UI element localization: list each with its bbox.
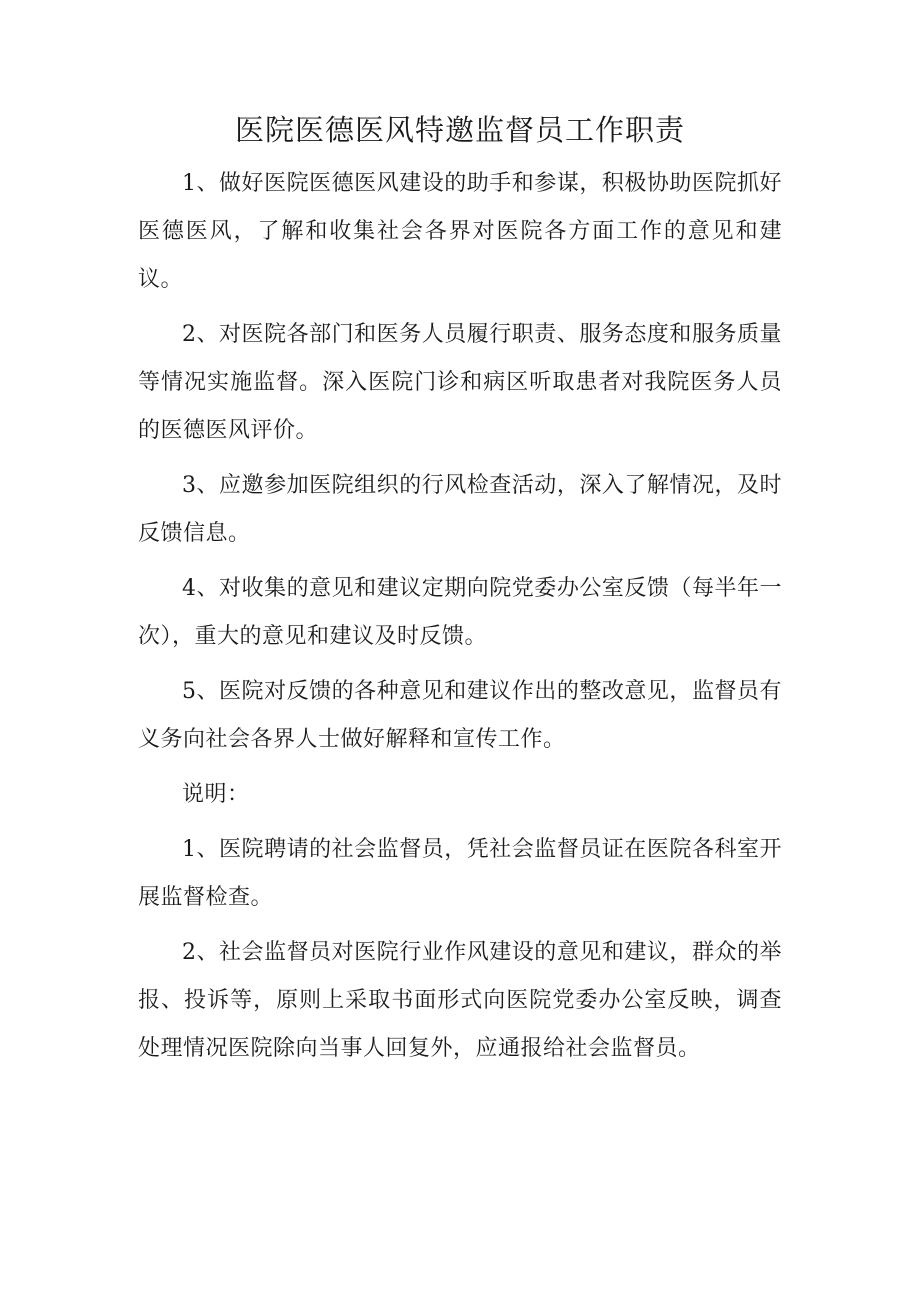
note-item-2: 2、社会监督员对医院行业作风建设的意见和建议，群众的举报、投诉等，原则上采取书面形式向医院党委办公室反映，调查处理情况医院除向当事人回复外，应通报给社会监督员。 xyxy=(138,940,782,1061)
document-title: 医院医德医风特邀监督员工作职责 xyxy=(234,113,685,147)
document-body xyxy=(138,160,782,1080)
duty-item-3: 3、应邀参加医院组织的行风检查活动，深入了解情况，及时反馈信息。 xyxy=(138,473,782,546)
duty-item-1: 1、做好医院医德医风建设的助手和参谋，积极协助医院抓好医德医风，了解和收集社会各界对医院各方面工作的意见和建议。 xyxy=(138,171,782,292)
note-item-1: 1、医院聘请的社会监督员，凭社会监督员证在医院各科室开展监督检查。 xyxy=(138,837,782,910)
duty-item-5: 5、医院对反馈的各种意见和建议作出的整改意见，监督员有义务向社会各界人士做好解释和宣传工作。 xyxy=(138,679,782,752)
duty-item-4: 4、对收集的意见和建议定期向院党委办公室反馈（每半年一次），重大的意见和建议及时反馈。 xyxy=(138,576,782,649)
duty-item-2: 2、对医院各部门和医务人员履行职责、服务态度和服务质量等情况实施监督。深入医院门诊和病区听取患者对我院医务人员的医德医风评价。 xyxy=(138,322,782,443)
notes-heading: 说明： xyxy=(182,782,250,807)
